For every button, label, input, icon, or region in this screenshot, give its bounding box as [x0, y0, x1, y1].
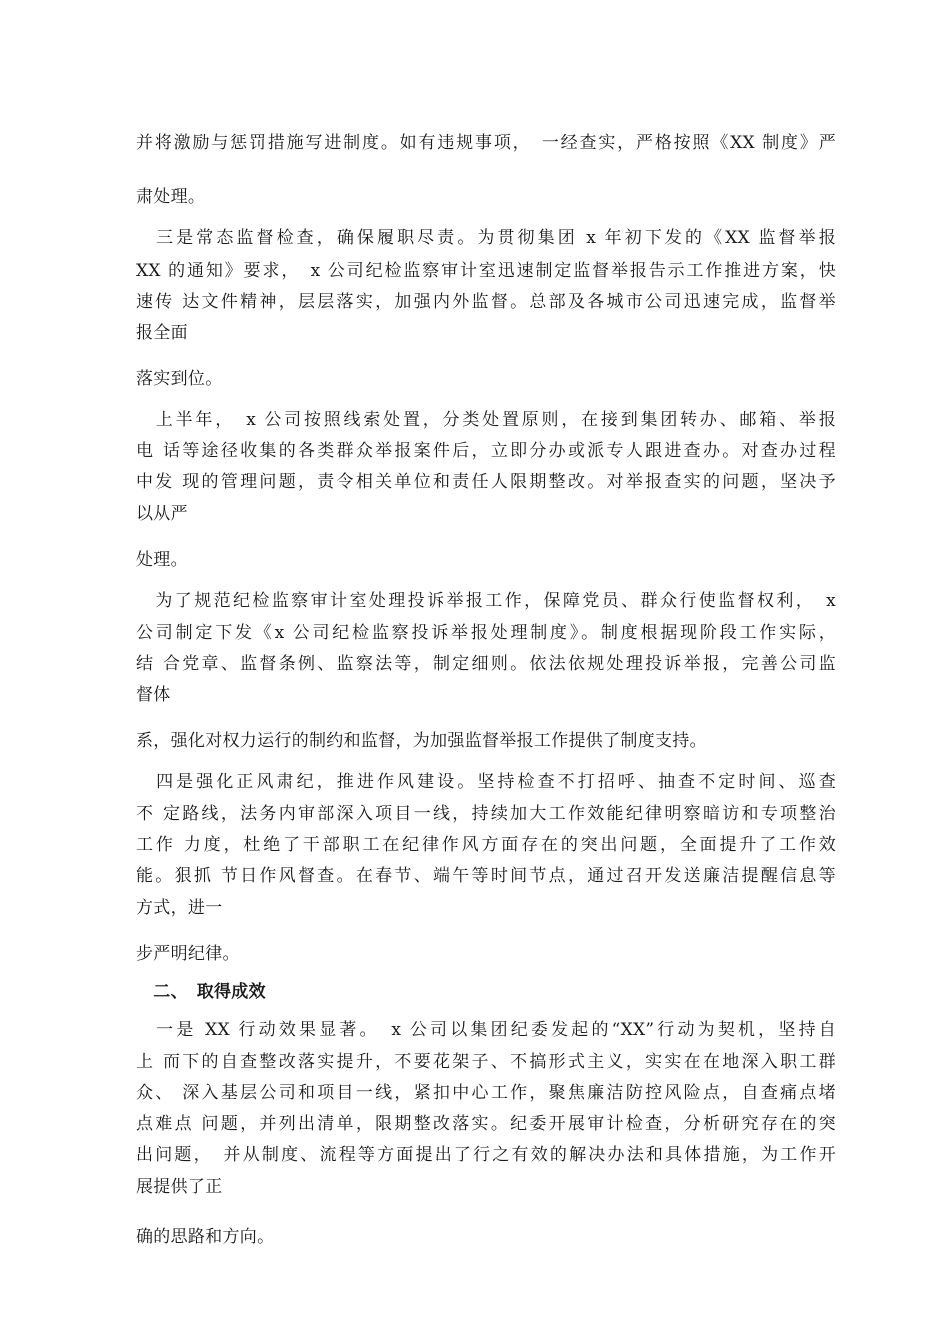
text-line: 步严明纪律。	[136, 944, 240, 964]
text-line: 方式，进一	[136, 898, 223, 918]
text-line: 展提供了正	[136, 1177, 223, 1197]
text-line: 中发 现的管理问题，责令相关单位和责任人限期整改。对举报查实的问题，坚决予	[136, 472, 836, 492]
text-line: 确的思路和方向。	[136, 1227, 275, 1247]
text-line: 能。狠抓 节日作风督查。在春节、端午等时间节点，通过召开发送廉洁提醒信息等	[136, 866, 836, 886]
text-line: 出问题， 并从制度、流程等方面提出了行之有效的解决办法和具体措施，为工作开	[136, 1145, 836, 1165]
text-line: 三是常态监督检查，确保履职尽责。为贯彻集团 x 年初下发的《XX 监督举报	[136, 228, 836, 248]
text-line: 上半年， x 公司按照线索处置，分类处置原则，在接到集团转办、邮箱、举报	[136, 410, 836, 430]
text-line: 点难点 问题，并列出清单，限期整改落实。纪委开展审计检查，分析研究存在的突	[136, 1114, 836, 1134]
text-line: 以从严	[136, 504, 188, 524]
section-heading: 二、 取得成效	[136, 982, 266, 1002]
text-line: 督体	[136, 685, 171, 705]
text-line: 落实到位。	[136, 369, 223, 389]
text-line: 上 而下的自查整改落实提升，不要花架子、不搞形式主义，实实在在地深入职工群	[136, 1052, 836, 1072]
text-line: 众、 深入基层公司和项目一线，紧扣中心工作，聚焦廉洁防控风险点，自查痛点堵	[136, 1083, 836, 1103]
text-line: 结 合党章、监督条例、监察法等，制定细则。依法依规处理投诉举报，完善公司监	[136, 654, 836, 674]
text-line: 不 定路线，法务内审部深入项目一线，持续加大工作效能纪律明察暗访和专项整治	[136, 804, 836, 824]
text-line: 并将激励与惩罚措施写进制度。如有违规事项， 一经查实，严格按照《XX 制度》严	[136, 133, 836, 153]
text-line: XX 的通知》要求， x 公司纪检监察审计室迅速制定监督举报告示工作推进方案，快	[136, 261, 836, 281]
text-line: 报全面	[136, 323, 188, 343]
text-line: 电 话等途径收集的各类群众举报案件后，立即分办或派专人跟进查办。对查办过程	[136, 441, 836, 461]
text-line: 为了规范纪检监察审计室处理投诉举报工作，保障党员、群众行使监督权利， x	[136, 591, 836, 611]
text-line: 处理。	[136, 550, 188, 570]
text-line: 工作 力度，杜绝了干部职工在纪律作风方面存在的突出问题，全面提升了工作效	[136, 835, 836, 855]
text-line: 系，强化对权力运行的制约和监督，为加强监督举报工作提供了制度支持。	[136, 731, 707, 751]
text-line: 肃处理。	[136, 187, 206, 207]
text-line: 四是强化正风肃纪，推进作风建设。坚持检查不打招呼、抽查不定时间、巡查	[136, 772, 836, 792]
text-line: 一是 XX 行动效果显著。 x 公司以集团纪委发起的“XX”行动为契机，坚持自	[136, 1020, 836, 1040]
text-line: 公司制定下发《x 公司纪检监察投诉举报处理制度》。制度根据现阶段工作实际，	[136, 623, 836, 643]
text-line: 速传 达文件精神，层层落实，加强内外监督。总部及各城市公司迅速完成，监督举	[136, 292, 836, 312]
